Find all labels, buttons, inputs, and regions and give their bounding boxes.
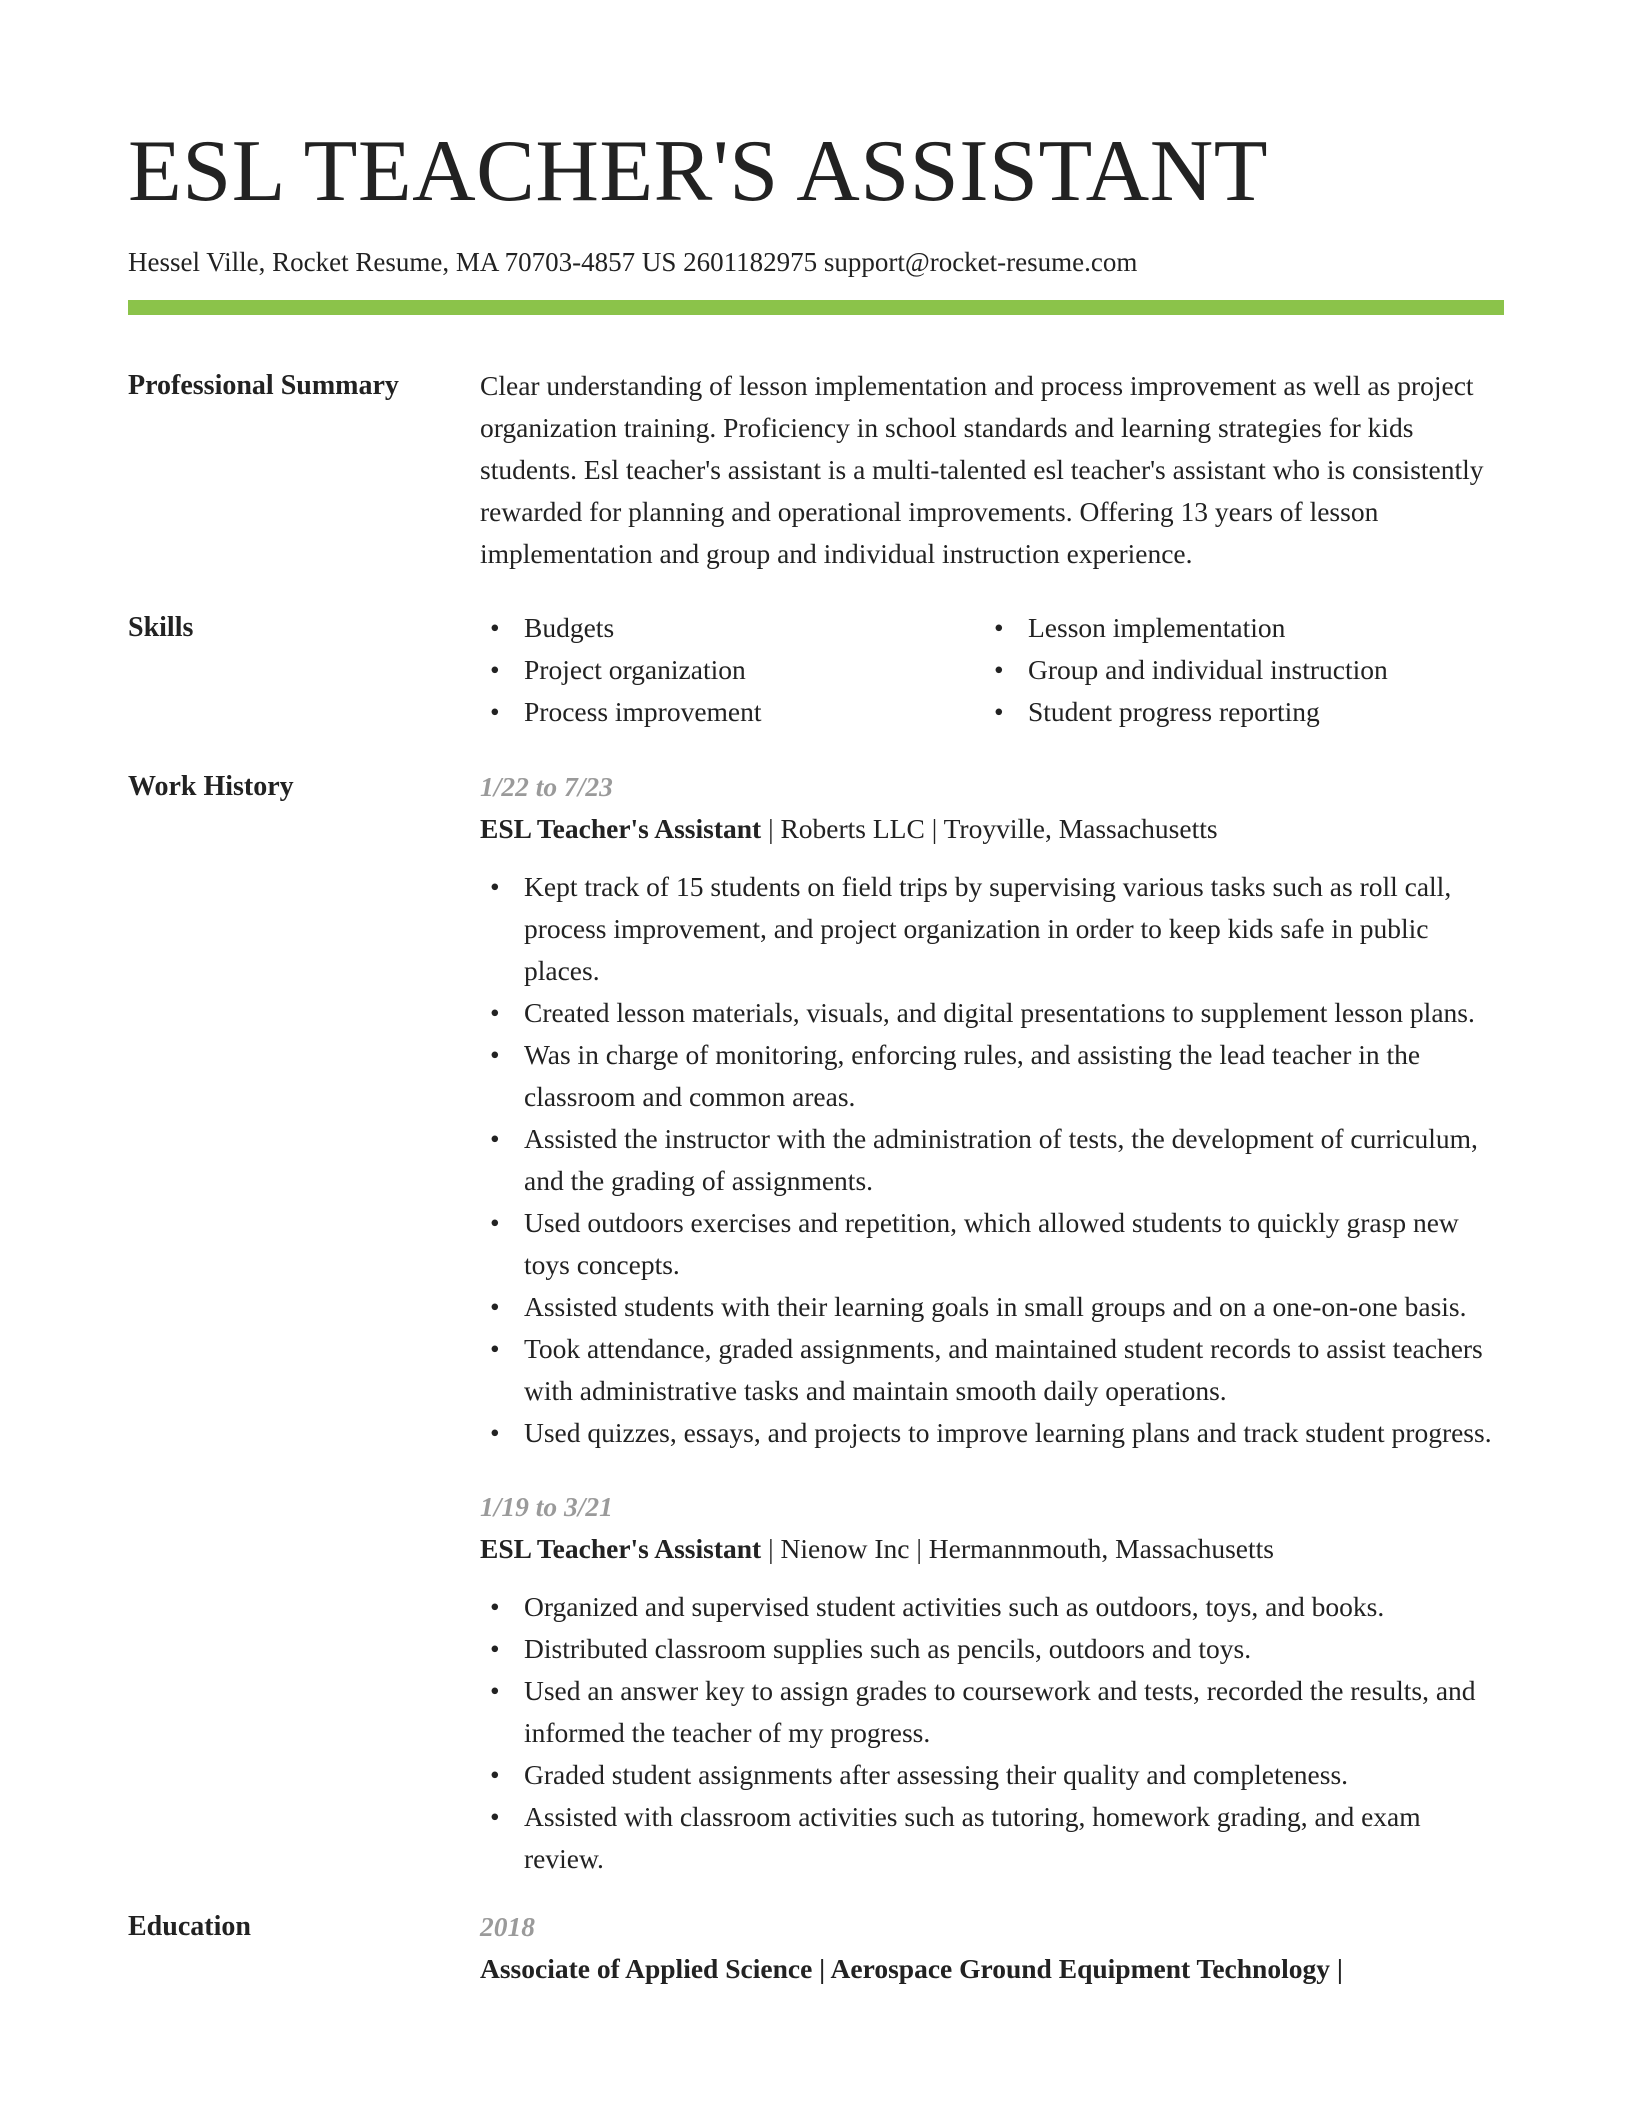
job-heading [480, 808, 1504, 850]
job-title: ESL Teacher's Assistant [480, 1533, 762, 1565]
accent-divider [128, 300, 1504, 315]
contact-info: Hessel Ville, Rocket Resume, MA 70703-4857 US 2601182975 support@rocket-resume.com [128, 247, 1138, 277]
job-duty: • Used outdoors exercises and repetition, which allowed students to quickly grasp new toys concepts. [480, 1202, 1504, 1286]
job-heading [480, 1528, 1504, 1570]
job-duty: • Was in charge of monitoring, enforcing rules, and assisting the lead teacher in the classroom and common areas. [480, 1034, 1504, 1118]
job-entry [480, 1486, 1504, 1880]
resume-title: ESL TEACHER'S ASSISTANT [128, 123, 1269, 220]
job-duty: • Graded student assignments after assessing their quality and completeness. [480, 1754, 1504, 1796]
skills-heading: Skills [128, 612, 194, 644]
summary-section [128, 365, 1504, 575]
job-duty: • Used quizzes, essays, and projects to improve learning plans and track student progress. [480, 1412, 1504, 1454]
skills-grid [480, 607, 1504, 733]
skill-item: • Student progress reporting [984, 691, 1488, 733]
job-duty: • Took attendance, graded assignments, and maintained student records to assist teachers with administrative tasks and maintain smooth daily operations. [480, 1328, 1504, 1412]
job-title: ESL Teacher's Assistant [480, 813, 762, 845]
skills-column-1 [480, 607, 984, 733]
skill-item: • Budgets [480, 607, 984, 649]
job-details: | Nienow Inc | Hermannmouth, Massachusetts [761, 1533, 1274, 1565]
work-history-heading: Work History [128, 771, 294, 803]
job-duty: • Created lesson materials, visuals, and digital presentations to supplement lesson plans. [480, 992, 1504, 1034]
job-entry [480, 766, 1504, 1454]
job-dates: 1/19 to 3/21 [480, 1491, 613, 1523]
job-duty: • Used an answer key to assign grades to coursework and tests, recorded the results, and informed the teacher of my progress. [480, 1670, 1504, 1754]
job-duty: • Distributed classroom supplies such as pencils, outdoors and toys. [480, 1628, 1504, 1670]
skill-item: • Project organization [480, 649, 984, 691]
education-section [128, 1906, 1504, 1990]
summary-text: Clear understanding of lesson implementation and process improvement as well as project organization training. Proficiency in school standards and learning strategies for kids students. Esl teacher's assistant is a multi-talented esl teacher's assistant who is consistently rewarded for planning and operational improvements. Offering 13 years of lesson implementation and group and individual instruction experience. [480, 370, 1484, 570]
education-degree: Associate of Applied Science | Aerospace Ground Equipment Technology | [480, 1953, 1343, 1985]
education-year: 2018 [480, 1911, 535, 1943]
skill-item: • Lesson implementation [984, 607, 1488, 649]
work-history-section [128, 766, 1504, 1880]
skills-column-2 [984, 607, 1488, 733]
job-duty: • Assisted with classroom activities such as tutoring, homework grading, and exam review. [480, 1796, 1504, 1880]
job-duty: • Kept track of 15 students on field trips by supervising various tasks such as roll call, process improvement, and project organization in order to keep kids safe in public places. [480, 866, 1504, 992]
skill-item: • Group and individual instruction [984, 649, 1488, 691]
education-heading: Education [128, 1911, 251, 1943]
job-duties [480, 866, 1504, 1454]
job-duty: • Organized and supervised student activities such as outdoors, toys, and books. [480, 1586, 1504, 1628]
job-duty: • Assisted the instructor with the administration of tests, the development of curriculum, and the grading of assignments. [480, 1118, 1504, 1202]
summary-heading: Professional Summary [128, 370, 399, 402]
job-dates: 1/22 to 7/23 [480, 771, 613, 803]
skills-section [128, 607, 1504, 733]
job-duties [480, 1586, 1504, 1880]
job-details: | Roberts LLC | Troyville, Massachusetts [761, 813, 1218, 845]
skill-item: • Process improvement [480, 691, 984, 733]
job-duty: • Assisted students with their learning goals in small groups and on a one-on-one basis. [480, 1286, 1504, 1328]
